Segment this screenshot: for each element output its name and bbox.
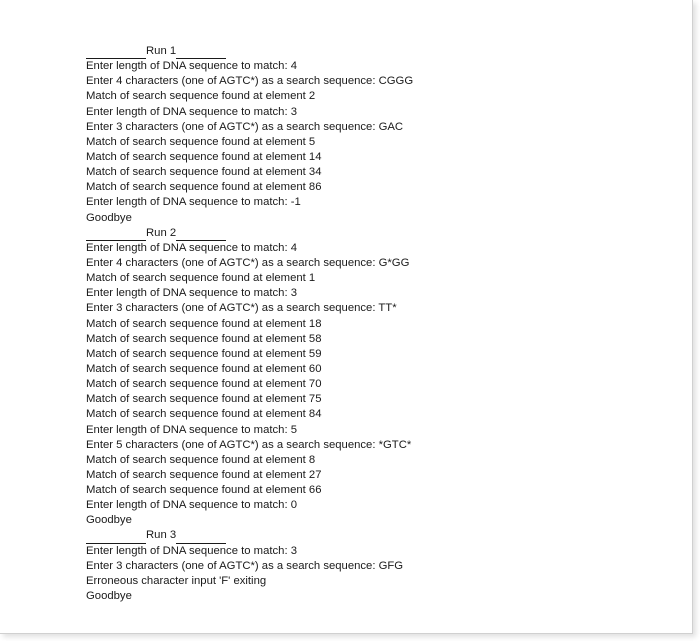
run-header: [86, 226, 606, 241]
output-line: Match of search sequence found at element 8: [86, 453, 316, 466]
output-line: Enter length of DNA sequence to match: 3: [86, 544, 298, 557]
output-line: Match of search sequence found at element 27: [86, 468, 322, 481]
underline-rule: [86, 531, 146, 544]
output-line: Enter length of DNA sequence to match: 3: [86, 105, 298, 118]
output-line: Match of search sequence found at element 70: [86, 378, 322, 391]
run-header: [86, 529, 606, 544]
output-line: Enter 3 characters (one of AGTC*) as a search sequence: TT*: [86, 302, 397, 315]
output-line: Match of search sequence found at element 59: [86, 347, 322, 360]
output-line: Match of search sequence found at element 14: [86, 150, 322, 163]
output-line: Goodbye: [86, 211, 132, 224]
output-line: Match of search sequence found at element 2: [86, 90, 316, 103]
underline-rule: [86, 46, 146, 59]
output-line: Erroneous character input 'F' exiting: [86, 574, 267, 587]
output-line: Enter 4 characters (one of AGTC*) as a search sequence: CGGG: [86, 75, 414, 88]
output-line: Enter length of DNA sequence to match: 3: [86, 287, 298, 300]
output-line: Match of search sequence found at element 60: [86, 362, 322, 375]
output-line: Enter length of DNA sequence to match: 0: [86, 499, 298, 512]
output-line: Match of search sequence found at element 84: [86, 408, 322, 421]
output-line: Goodbye: [86, 514, 132, 527]
output-line: Match of search sequence found at element 58: [86, 332, 322, 345]
output-line: Enter 3 characters (one of AGTC*) as a search sequence: GAC: [86, 120, 404, 133]
underline-rule: [176, 531, 226, 544]
output-line: Match of search sequence found at element 86: [86, 181, 322, 194]
run-title: Run 1: [146, 44, 177, 57]
document-body: [86, 44, 606, 604]
run-title: Run 3: [146, 529, 177, 542]
underline-rule: [176, 228, 226, 241]
output-line: Enter 4 characters (one of AGTC*) as a search sequence: G*GG: [86, 256, 410, 269]
output-line: Goodbye: [86, 590, 132, 603]
output-line: Enter length of DNA sequence to match: -1: [86, 196, 301, 209]
output-line: Match of search sequence found at element 75: [86, 393, 322, 406]
output-line: Match of search sequence found at element 5: [86, 135, 316, 148]
output-line: Enter length of DNA sequence to match: 5: [86, 423, 298, 436]
output-line: Enter length of DNA sequence to match: 4: [86, 60, 298, 73]
output-line: Enter 5 characters (one of AGTC*) as a search sequence: *GTC*: [86, 438, 412, 451]
output-line: Match of search sequence found at element 34: [86, 166, 322, 179]
output-line: Enter length of DNA sequence to match: 4: [86, 241, 298, 254]
run-title: Run 2: [146, 226, 177, 239]
output-line: Match of search sequence found at element 18: [86, 317, 322, 330]
output-line: Match of search sequence found at element 1: [86, 272, 316, 285]
output-line: Match of search sequence found at element 66: [86, 484, 322, 497]
underline-rule: [86, 228, 146, 241]
output-line: Enter 3 characters (one of AGTC*) as a search sequence: GFG: [86, 559, 404, 572]
run-header: [86, 44, 606, 59]
underline-rule: [176, 46, 226, 59]
